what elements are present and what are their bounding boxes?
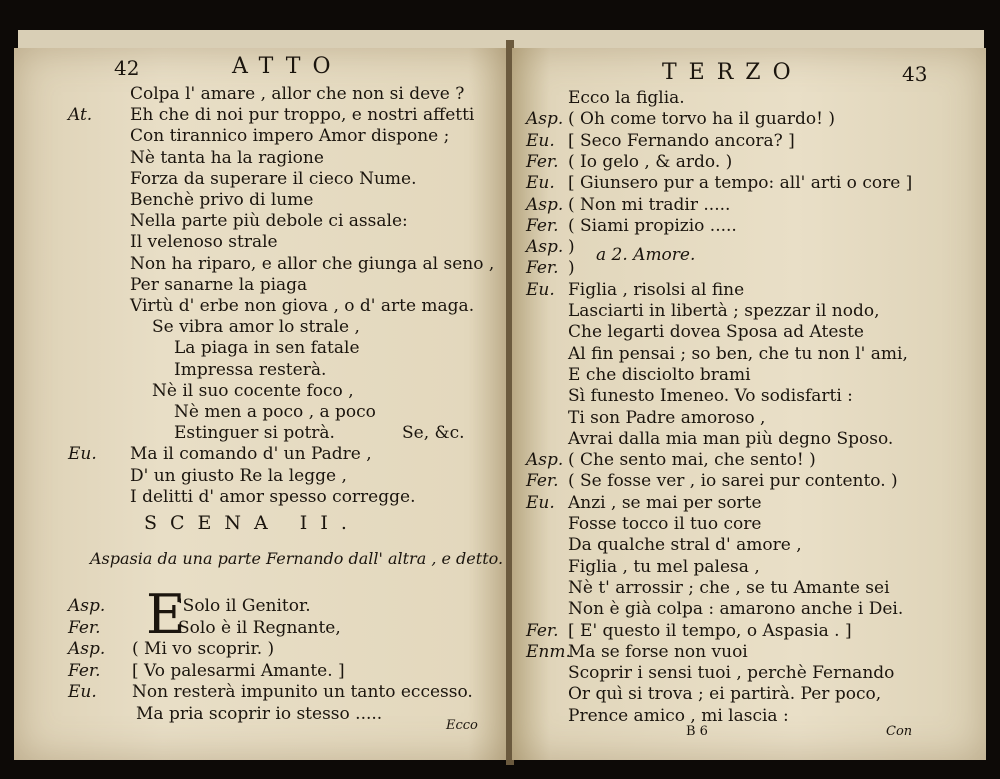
verse-line: Lasciarti in libertà ; spezzar il nodo, <box>568 301 880 321</box>
verse-line: Prence amico , mi lascia : <box>568 705 789 726</box>
speaker-label: Fer. <box>526 258 559 279</box>
left-page <box>14 48 508 760</box>
verse-line: ( Oh come torvo ha il guardo! ) <box>568 109 835 130</box>
verse-line: Per sanarne la piaga <box>130 274 308 295</box>
verse-line: 'Solo il Genitor. <box>178 596 311 616</box>
verse-line: Ma pria scoprir io stesso ..... <box>136 703 383 724</box>
verse-line: Non resterà impunito un tanto eccesso. <box>132 682 473 702</box>
page-number-right: 43 <box>902 62 928 86</box>
verse-line: Con tirannico impero Amor dispone ; <box>130 126 450 147</box>
speaker-label: Eu. <box>526 173 555 194</box>
a-due-amore: a 2. Amore. <box>596 245 696 265</box>
verse-line: ) <box>568 237 575 258</box>
verse-line: ( Mi vo scoprir. ) <box>132 639 275 659</box>
verse-line: [ Seco Fernando ancora? ] <box>568 130 795 151</box>
da-capo-mark: Se, &c. <box>402 423 465 443</box>
verse-line: Avrai dalla mia man più degno Sposo. <box>568 428 894 449</box>
catchword-left: Ecco <box>446 718 478 733</box>
verse-line: Ma se forse non vuoi <box>568 641 748 662</box>
verse-line: Che legarti dovea Sposa ad Ateste <box>568 322 864 343</box>
speaker-label: Fer. <box>526 215 559 236</box>
speaker-label: Eu. <box>526 279 555 300</box>
speaker-label: Eu. <box>526 130 555 151</box>
verse-line: Or quì si trova ; ei partirà. Per poco, <box>568 684 882 705</box>
verse-line: [ Giunsero pur a tempo: all' arti o core ] <box>568 173 913 194</box>
verse-line: Nè men a poco , a poco <box>174 402 376 422</box>
speaker-label: Asp. <box>68 596 106 616</box>
speaker-label: Fer. <box>526 620 559 641</box>
verse-line: Estinguer si potrà. <box>174 423 335 444</box>
verse-line: Scoprir i sensi tuoi , perchè Fernando <box>568 663 895 684</box>
verse-line: Solo è il Regnante, <box>178 617 341 638</box>
speaker-label: Asp. <box>526 237 564 258</box>
speaker-label: Fer. <box>68 660 101 681</box>
page-number-left: 42 <box>114 56 140 80</box>
verse-line: Il velenoso strale <box>130 232 278 253</box>
speaker-label: Eu. <box>68 682 97 702</box>
verse-line: Sì funesto Imeneo. Vo sodisfarti : <box>568 386 853 407</box>
speaker-label: Eu. <box>68 444 97 465</box>
speaker-label: Asp. <box>526 194 564 215</box>
signature-mark: B 6 <box>686 724 708 739</box>
verse-line: Colpa l' amare , allor che non si deve ? <box>130 84 465 104</box>
verse-line: ( Io gelo , & ardo. ) <box>568 151 733 172</box>
running-head-right: TERZO <box>662 60 803 85</box>
verse-line: Forza da superare il cieco Nume. <box>130 168 417 189</box>
verse-line: Non ha riparo, e allor che giunga al seno , <box>130 253 495 274</box>
verse-line: Da qualche stral d' amore , <box>568 535 802 556</box>
verse-line: Al fin pensai ; so ben, che tu non l' ami, <box>568 343 908 364</box>
speaker-label: Fer. <box>526 151 559 172</box>
verse-line: Figlia , tu mel palesa , <box>568 556 760 577</box>
verse-line: ( Se fosse ver , io sarei pur contento. ) <box>568 471 898 492</box>
verse-line: ( Che sento mai, che sento! ) <box>568 450 816 471</box>
running-head-left: ATTO <box>232 54 343 79</box>
verse-line: Nè t' arrossir ; che , se tu Amante sei <box>568 577 890 598</box>
speaker-label: Asp. <box>68 639 106 659</box>
verse-line: Ecco la figlia. <box>568 88 685 108</box>
verse-line: Non è già colpa : amarono anche i Dei. <box>568 599 904 620</box>
verse-line: Nella parte più debole ci assale: <box>130 211 408 232</box>
verse-line: [ E' questo il tempo, o Aspasia . ] <box>568 620 852 641</box>
stage-direction: Aspasia da una parte Fernando dall' altra , e detto. <box>90 549 504 568</box>
speaker-label: Eu. <box>526 492 555 513</box>
catchword-right: Con <box>886 724 913 739</box>
speaker-label: Fer. <box>526 471 559 492</box>
verse-line: Nè tanta ha la ragione <box>130 147 324 168</box>
drop-cap: E <box>146 583 186 646</box>
speaker-label: Asp. <box>526 450 564 471</box>
verse-line: Ma il comando d' un Padre , <box>130 444 372 465</box>
verse-line: Eh che di noi pur troppo, e nostri affetti <box>130 105 475 126</box>
verse-line: La piaga in sen fatale <box>174 338 360 359</box>
verse-line: ) <box>568 258 575 279</box>
verse-line: D' un giusto Re la legge , <box>130 465 347 486</box>
scene-title: SCENA II. <box>144 512 360 534</box>
verse-line: Ti son Padre amoroso , <box>568 407 766 428</box>
verse-line: Impressa resterà. <box>174 359 327 380</box>
verse-line: Virtù d' erbe non giova , o d' arte maga. <box>130 296 475 316</box>
verse-line: ( Siami propizio ..... <box>568 215 737 236</box>
right-page <box>512 48 986 760</box>
verse-line: Nè il suo cocente foco , <box>152 380 354 401</box>
speaker-label: Asp. <box>526 109 564 130</box>
verse-line: I delitti d' amor spesso corregge. <box>130 486 416 507</box>
speaker-label: Enm. <box>526 641 571 662</box>
verse-line: [ Vo palesarmi Amante. ] <box>132 660 345 681</box>
speaker-label: Fer. <box>68 617 101 638</box>
verse-line: Se vibra amor lo strale , <box>152 317 360 338</box>
speaker-label: At. <box>68 105 93 126</box>
verse-line: ( Non mi tradir ..... <box>568 194 731 215</box>
verse-line: Anzi , se mai per sorte <box>568 492 762 513</box>
verse-line: Benchè privo di lume <box>130 190 314 210</box>
verse-line: E che disciolto brami <box>568 364 751 385</box>
verse-line: Figlia , risolsi al fine <box>568 279 745 300</box>
verse-line: Fosse tocco il tuo core <box>568 514 762 534</box>
